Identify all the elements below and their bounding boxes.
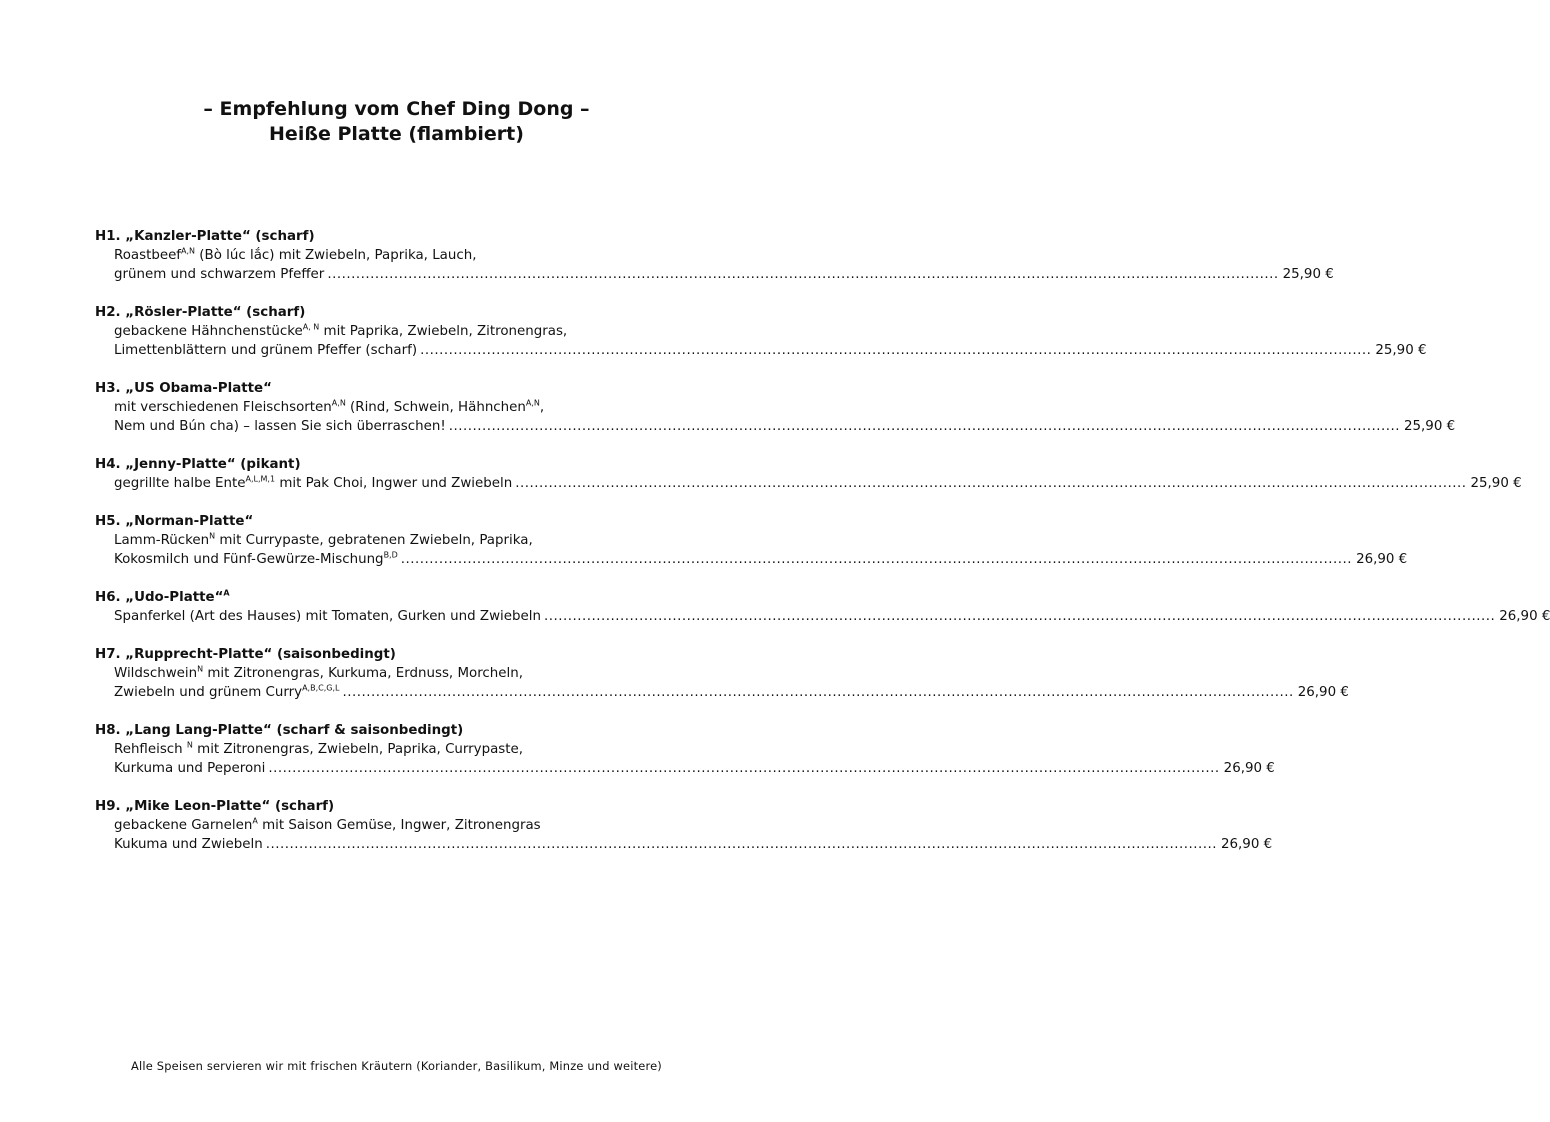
dish-price: 26,90 € (1221, 837, 1273, 852)
dot-leader: ........................................................................................................................................................................................................ (400, 552, 1353, 567)
dish-text: mit Paprika, Zwiebeln, Zitronengras, (319, 324, 568, 339)
dot-leader: ........................................................................................................................................................................................................ (265, 837, 1218, 852)
dish-title-text: H3. „US Obama-Platte“ (95, 381, 272, 396)
dot-leader: ........................................................................................................................................................................................................ (327, 267, 1279, 282)
dish-price-line (95, 550, 1408, 569)
dish-description-line (114, 835, 263, 854)
dish-description-line (114, 683, 339, 702)
dish-description-line (114, 607, 541, 626)
menu-heading: – Empfehlung vom Chef Ding Dong – (203, 98, 590, 120)
dish-text: Roastbeef (114, 248, 182, 263)
dish-price-line (95, 474, 1522, 493)
allergen-marker: A,N (181, 246, 196, 256)
dot-leader: ........................................................................................................................................................................................................ (448, 419, 1401, 434)
menu-item (95, 721, 1275, 778)
dish-text: Spanferkel (Art des Hauses) mit Tomaten, Gurken und Zwiebeln (114, 609, 541, 624)
allergen-marker: A,N (331, 398, 346, 408)
dish-title-text: H9. „Mike Leon-Platte“ (scharf) (95, 799, 335, 814)
menu-item (95, 797, 1273, 854)
dish-title (95, 379, 725, 398)
allergen-marker: A, N (302, 322, 320, 332)
dish-text: mit Saison Gemüse, Ingwer, Zitronengras (257, 818, 541, 833)
allergen-marker: A (252, 816, 258, 826)
dish-title-text: H8. „Lang Lang-Platte“ (scharf & saisonbedingt) (95, 723, 464, 738)
menu-item (95, 227, 1334, 284)
dish-price: 25,90 € (1470, 476, 1522, 491)
dish-description-line (95, 398, 725, 417)
dish-text: (Bò lúc lắc) mit Zwiebeln, Paprika, Lauch, (195, 248, 477, 263)
dot-leader: ........................................................................................................................................................................................................ (420, 343, 1372, 358)
dish-price-line (95, 265, 1334, 284)
allergen-marker: N (197, 664, 204, 674)
allergen-marker: N (186, 740, 193, 750)
dish-text: gegrillte halbe Ente (114, 476, 246, 491)
dish-title (95, 227, 725, 246)
dish-text: mit Pak Choi, Ingwer und Zwiebeln (275, 476, 513, 491)
allergen-marker: N (209, 531, 216, 541)
dot-leader: ........................................................................................................................................................................................................ (543, 609, 1496, 624)
menu-item (95, 303, 1427, 360)
menu-item (95, 588, 1550, 626)
allergen-marker: A (223, 588, 230, 598)
dish-text: gebackene Hähnchenstücke (114, 324, 303, 339)
dish-title (95, 797, 725, 816)
allergen-marker: A,L,M,1 (245, 474, 276, 484)
dish-description-line (114, 474, 512, 493)
allergen-marker: B,D (383, 550, 398, 560)
dish-title (95, 303, 725, 322)
dish-description-line (95, 322, 725, 341)
dish-text: grünem und schwarzem Pfeffer (114, 267, 325, 282)
dish-description-line (114, 417, 446, 436)
dish-price: 25,90 € (1375, 343, 1427, 358)
dish-text: (Rind, Schwein, Hähnchen (345, 400, 526, 415)
footer-note: Alle Speisen servieren wir mit frischen Kräutern (Koriander, Basilikum, Minze und weitere) (131, 1059, 662, 1073)
dish-text: Kurkuma und Peperoni (114, 761, 266, 776)
menu-item (95, 645, 1349, 702)
dot-leader: ........................................................................................................................................................................................................ (342, 685, 1294, 700)
dish-price-line (95, 417, 1456, 436)
dish-description-line (95, 816, 725, 835)
dish-text: mit Zitronengras, Zwiebeln, Paprika, Currypaste, (192, 742, 524, 757)
dish-price-line (95, 341, 1427, 360)
dish-title-text: H1. „Kanzler-Platte“ (scharf) (95, 229, 315, 244)
dish-description-line (95, 740, 725, 759)
dish-price: 26,90 € (1499, 609, 1550, 624)
dish-price-line (95, 607, 1550, 626)
dish-text: mit verschiedenen Fleischsorten (114, 400, 332, 415)
dish-text: , (539, 400, 545, 415)
menu-list (95, 227, 1550, 873)
dish-title-text: H6. „Udo-Platte“ (95, 590, 224, 605)
dish-price-line (95, 759, 1275, 778)
allergen-marker: A,N (525, 398, 540, 408)
dish-description-line (114, 341, 417, 360)
dish-title (95, 645, 725, 664)
dish-price: 26,90 € (1356, 552, 1408, 567)
dish-text: Kokosmilch und Fünf-Gewürze-Mischung (114, 552, 384, 567)
dish-description-line (95, 664, 725, 683)
dish-title (95, 455, 725, 474)
dish-price: 25,90 € (1404, 419, 1456, 434)
dish-text: Rehfleisch (114, 742, 187, 757)
dish-price: 26,90 € (1223, 761, 1275, 776)
dish-text: Nem und Bún cha) – lassen Sie sich überraschen! (114, 419, 446, 434)
menu-item (95, 455, 1522, 493)
dot-leader: ........................................................................................................................................................................................................ (268, 761, 1220, 776)
dish-description-line (114, 265, 324, 284)
dish-price-line (95, 835, 1273, 854)
menu-subheading: Heiße Platte (flambiert) (269, 123, 524, 145)
dish-title-text: H5. „Norman-Platte“ (95, 514, 254, 529)
dish-text: gebackene Garnelen (114, 818, 253, 833)
dish-title-text: H7. „Rupprecht-Platte“ (saisonbedingt) (95, 647, 396, 662)
dish-description-line (114, 759, 265, 778)
dish-title (95, 512, 725, 531)
dish-text: Kukuma und Zwiebeln (114, 837, 263, 852)
dot-leader: ........................................................................................................................................................................................................ (515, 476, 1467, 491)
dish-text: mit Currypaste, gebratenen Zwiebeln, Paprika, (215, 533, 533, 548)
dish-title-text: H2. „Rösler-Platte“ (scharf) (95, 305, 306, 320)
dish-title (95, 588, 725, 607)
allergen-marker: A,B,C,G,L (302, 683, 340, 693)
dish-text: Zwiebeln und grünem Curry (114, 685, 303, 700)
dish-text: mit Zitronengras, Kurkuma, Erdnuss, Morcheln, (203, 666, 523, 681)
dish-text: Lamm-Rücken (114, 533, 210, 548)
dish-price: 26,90 € (1297, 685, 1349, 700)
dish-price: 25,90 € (1282, 267, 1334, 282)
dish-description-line (114, 550, 398, 569)
dish-text: Wildschwein (114, 666, 198, 681)
dish-description-line (95, 246, 725, 265)
dish-title-text: H4. „Jenny-Platte“ (pikant) (95, 457, 301, 472)
dish-description-line (95, 531, 725, 550)
dish-text: Limettenblättern und grünem Pfeffer (scharf) (114, 343, 418, 358)
dish-title (95, 721, 725, 740)
dish-price-line (95, 683, 1349, 702)
menu-item (95, 512, 1408, 569)
menu-item (95, 379, 1456, 436)
